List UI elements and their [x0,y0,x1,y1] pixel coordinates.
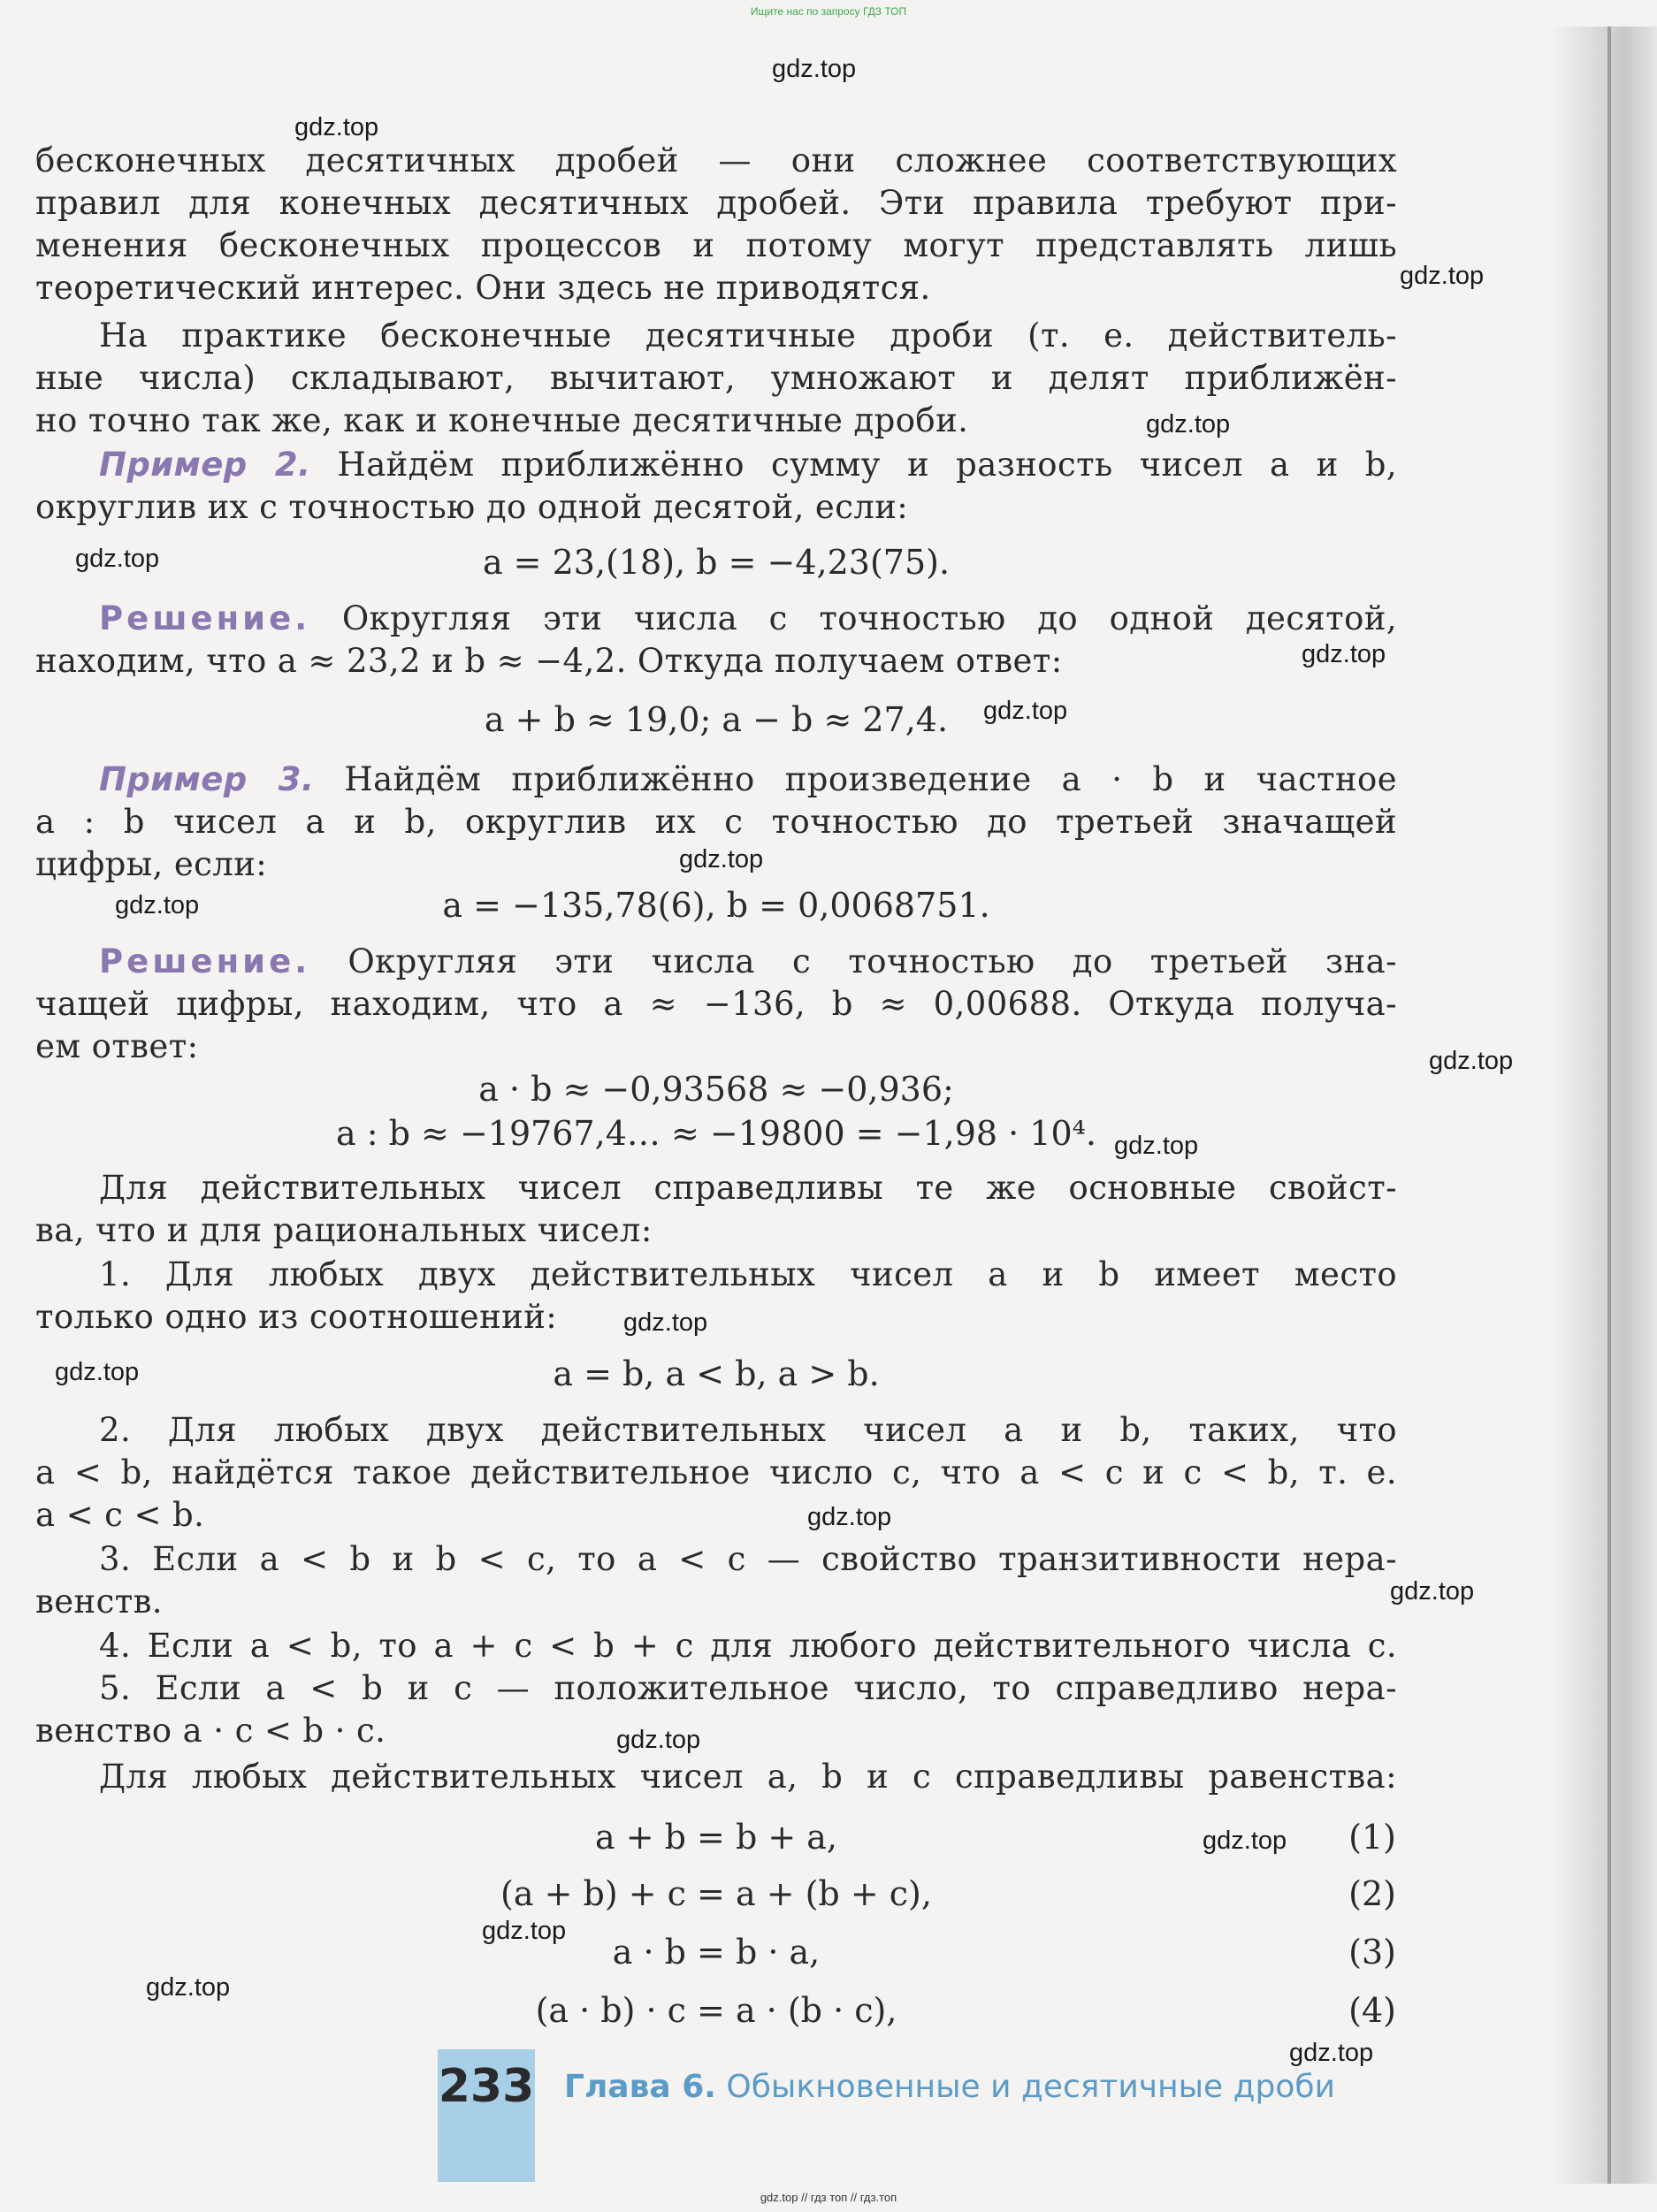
text-span: Округляя эти числа с точностью до третьей зна- [310,942,1397,980]
solution-2-heading [35,598,1397,640]
example-3-label: Пример 3. [99,760,315,798]
text-span: Найдём приближённо произведение a · b и частное [314,760,1397,798]
watermark: gdz.top [1289,2039,1374,2067]
formula: a = b, a < b, a > b. [553,1354,880,1393]
watermark: gdz.top [679,845,764,873]
text-line: бесконечных десятичных дробей — они сложнее соответствующих [35,141,1397,179]
text-line: округлив их с точностью до одной десятой, если: [35,488,909,526]
property-3: 3. Если a < b и b < c, то a < c — свойство транзитивности нера- [99,1540,1397,1578]
watermark: gdz.top [623,1308,708,1337]
text-line: но точно так же, как и конечные десятичные дроби. [35,401,969,439]
watermark: gdz.top [1400,262,1485,290]
property-4: 4. Если a < b, то a + c < b + c для любого действительного числа c. [99,1627,1397,1665]
text-line: Для действительных чисел справедливы те же основные свойст- [99,1169,1397,1207]
equation-2: (a + b) + c = a + (b + c), [500,1874,932,1913]
text-line: a < b, найдётся такое действительное число c, что a < c и c < b, т. е. [35,1453,1397,1491]
page-edge-line [1607,27,1611,2184]
text-line: a : b чисел a и b, округлив их с точностью до третьей значащей [35,803,1397,841]
equation-number: (1) [1348,1818,1396,1857]
watermark: gdz.top [75,545,160,573]
example-2-heading [35,444,1397,486]
equation-3: a · b = b · a, [612,1933,821,1972]
solution-label: Решение. [99,942,311,980]
text-line: находим, что a ≈ 23,2 и b ≈ −4,2. Откуда получаем ответ: [35,642,1063,680]
watermark: gdz.top [1302,640,1386,668]
text-line: a < c < b. [35,1496,205,1534]
page-edge-shadow [1551,27,1657,2184]
text-line: теоретический интерес. Они здесь не приводятся. [35,269,931,307]
watermark: gdz.top [807,1503,892,1531]
formula: a = −135,78(6), b = 0,0068751. [442,886,990,925]
text-span: Округляя эти числа с точностью до одной десятой, [310,599,1397,637]
text-line: правил для конечных десятичных дробей. Эти правила требуют при- [35,184,1397,222]
formula: a = 23,(18), b = −4,23(75). [482,543,951,582]
watermark: gdz.top [294,113,379,141]
text-line: ные числа) складывают, вычитают, умножают и делят приближён- [35,359,1397,397]
example-2-label: Пример 2. [99,446,311,484]
property-1: 1. Для любых двух действительных чисел a и b имеет место [99,1255,1397,1293]
equation-number: (4) [1348,1991,1396,2030]
equation-number: (2) [1348,1874,1396,1913]
formula: a · b ≈ −0,93568 ≈ −0,936; [478,1070,954,1109]
text-line: венство a · c < b · c. [35,1712,386,1750]
equation-4: (a · b) · c = a · (b · c), [535,1991,897,2030]
top-note: Ищите нас по запросу ГДЗ ТОП [750,5,907,18]
watermark: gdz.top [772,55,857,83]
chapter-name: Обыкновенные и десятичные дроби [715,2069,1335,2105]
watermark: gdz.top [616,1726,701,1754]
text-line: цифры, если: [35,845,268,883]
text-line: ем ответ: [35,1027,199,1065]
page-number: 233 [438,2060,535,2113]
text-line: менения бесконечных процессов и потому могут представлять лишь [35,226,1397,264]
formula: a + b ≈ 19,0; a − b ≈ 27,4. [484,700,949,739]
watermark: gdz.top [1146,410,1231,439]
text-line: Для любых действительных чисел a, b и c справедливы равенства: [99,1758,1397,1796]
watermark: gdz.top [1429,1047,1514,1075]
text-line: только одно из соотношений: [35,1298,558,1336]
text-line: ва, что и для рациональных чисел: [35,1211,653,1249]
text-line: На практике бесконечные десятичные дроби (т. е. действитель- [99,317,1397,355]
example-3-heading [35,759,1397,801]
bottom-note: gdz.top // гдз топ // гдз.топ [760,2191,897,2204]
text-line: чащей цифры, находим, что a ≈ −136, b ≈ 0,00688. Откуда получа- [35,985,1397,1023]
watermark: gdz.top [1390,1577,1475,1606]
property-5: 5. Если a < b и c — положительное число, то справедливо нера- [99,1669,1397,1707]
text-span: Найдём приближённо сумму и разность чисел a и b, [310,446,1397,484]
chapter-label: Глава 6. [564,2069,716,2105]
chapter-title [564,2069,1335,2105]
property-2: 2. Для любых двух действительных чисел a и b, таких, что [99,1411,1397,1449]
formula: a : b ≈ −19767,4… ≈ −19800 = −1,98 · 10⁴. [336,1114,1096,1153]
equation-number: (3) [1348,1933,1396,1972]
solution-3-heading [35,941,1397,983]
watermark: gdz.top [55,1358,140,1386]
text-line: венств. [35,1583,163,1621]
watermark: gdz.top [983,697,1068,725]
solution-label: Решение. [99,599,311,637]
watermark: gdz.top [1203,1827,1287,1855]
watermark: gdz.top [1114,1132,1199,1160]
equation-1: a + b = b + a, [594,1818,838,1857]
watermark: gdz.top [146,1973,231,2002]
watermark: gdz.top [115,891,200,919]
watermark: gdz.top [482,1917,567,1945]
